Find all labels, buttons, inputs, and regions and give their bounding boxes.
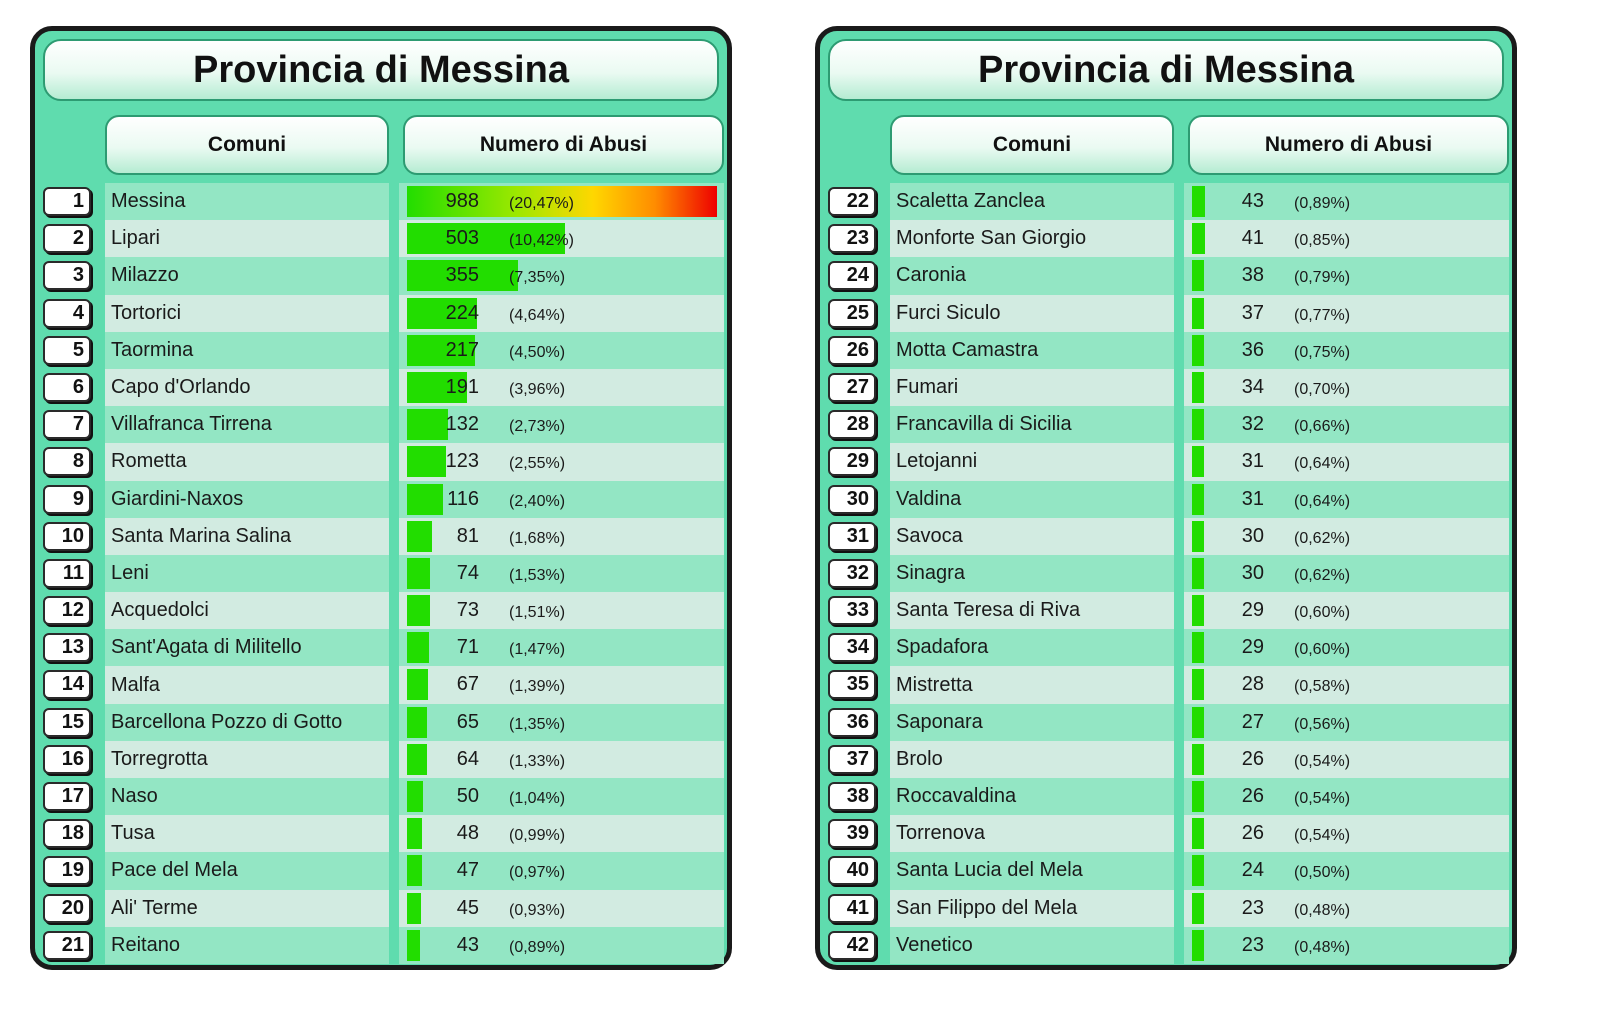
column-header-comuni: Comuni xyxy=(105,115,389,175)
abusi-cell xyxy=(1184,406,1509,443)
table-row xyxy=(35,481,727,518)
rank-badge: 19 xyxy=(43,856,91,885)
comune-name: Torrenova xyxy=(890,815,1174,852)
table-row xyxy=(820,443,1512,480)
comune-name: Caronia xyxy=(890,257,1174,294)
abusi-bar xyxy=(407,744,427,775)
abusi-bar xyxy=(1192,558,1204,589)
table-row xyxy=(35,852,727,889)
abusi-bar xyxy=(1192,409,1204,440)
column-header-abusi: Numero di Abusi xyxy=(403,115,724,175)
abusi-cell xyxy=(399,406,724,443)
abusi-percent-label: (0,64%) xyxy=(1294,492,1351,510)
rank-badge: 25 xyxy=(828,299,876,328)
abusi-value-label: 50 xyxy=(456,785,479,807)
table-row xyxy=(35,518,727,555)
panel-title: Provincia di Messina xyxy=(43,39,719,101)
abusi-percent-label: (0,48%) xyxy=(1294,938,1351,956)
abusi-percent-label: (4,64%) xyxy=(509,306,566,324)
abusi-value-label: 64 xyxy=(456,747,479,770)
table-row xyxy=(35,332,727,369)
abusi-cell xyxy=(399,555,724,592)
table-row xyxy=(35,704,727,741)
abusi-cell xyxy=(399,183,724,220)
table-panel-right xyxy=(815,26,1517,970)
rank-badge: 11 xyxy=(43,559,91,588)
abusi-percent-label: (0,85%) xyxy=(1294,232,1351,250)
rank-badge: 1 xyxy=(43,187,91,216)
abusi-bar xyxy=(407,781,423,812)
abusi-cell xyxy=(399,257,724,294)
table-row xyxy=(820,629,1512,666)
abusi-percent-label: (1,51%) xyxy=(509,604,566,622)
abusi-percent-label: (0,54%) xyxy=(1294,827,1351,845)
rank-badge: 39 xyxy=(828,819,876,848)
comune-name: Torregrotta xyxy=(105,741,389,778)
rank-badge: 17 xyxy=(43,782,91,811)
abusi-bar xyxy=(407,595,430,626)
abusi-bar xyxy=(1192,186,1205,217)
abusi-cell xyxy=(399,592,724,629)
abusi-value-label: 988 xyxy=(445,190,479,212)
rank-badge: 29 xyxy=(828,447,876,476)
table-row xyxy=(35,555,727,592)
abusi-cell xyxy=(1184,927,1509,964)
abusi-value-label: 38 xyxy=(1241,264,1264,287)
rank-badge: 26 xyxy=(828,336,876,365)
abusi-cell xyxy=(399,704,724,741)
column-header-comuni: Comuni xyxy=(890,115,1174,175)
abusi-cell xyxy=(1184,481,1509,518)
rank-badge: 37 xyxy=(828,745,876,774)
abusi-cell xyxy=(399,629,724,666)
table-row xyxy=(35,890,727,927)
abusi-cell xyxy=(1184,741,1509,778)
table-row xyxy=(35,778,727,815)
abusi-percent-label: (0,70%) xyxy=(1294,380,1351,398)
abusi-cell xyxy=(399,890,724,927)
table-row xyxy=(820,852,1512,889)
abusi-value-label: 48 xyxy=(456,822,479,845)
abusi-value-label: 45 xyxy=(456,896,479,919)
abusi-percent-label: (1,04%) xyxy=(509,790,566,807)
abusi-cell xyxy=(399,443,724,480)
abusi-percent-label: (2,40%) xyxy=(509,492,566,510)
abusi-value-label: 32 xyxy=(1241,413,1264,436)
rank-badge: 16 xyxy=(43,745,91,774)
table-panel-left xyxy=(30,26,732,970)
abusi-value-label: 28 xyxy=(1241,673,1264,696)
abusi-percent-label: (0,89%) xyxy=(1294,195,1351,212)
table-row xyxy=(35,220,727,257)
abusi-value-label: 191 xyxy=(445,375,479,398)
abusi-percent-label: (0,60%) xyxy=(1294,604,1351,622)
abusi-value-label: 23 xyxy=(1241,896,1264,919)
abusi-cell xyxy=(1184,778,1509,815)
rank-badge: 18 xyxy=(43,819,91,848)
rank-badge: 13 xyxy=(43,633,91,662)
abusi-percent-label: (0,48%) xyxy=(1294,901,1351,919)
rank-badge: 32 xyxy=(828,559,876,588)
comune-name: Mistretta xyxy=(890,666,1174,703)
abusi-value-label: 355 xyxy=(445,264,479,287)
comune-name: Milazzo xyxy=(105,257,389,294)
rank-badge: 35 xyxy=(828,670,876,699)
comune-name: Ali' Terme xyxy=(105,890,389,927)
abusi-value-label: 26 xyxy=(1241,822,1264,845)
rank-badge: 2 xyxy=(43,224,91,253)
panel-title: Provincia di Messina xyxy=(828,39,1504,101)
comune-name: Savoca xyxy=(890,518,1174,555)
abusi-percent-label: (0,64%) xyxy=(1294,455,1351,473)
table-row xyxy=(820,778,1512,815)
abusi-percent-label: (0,97%) xyxy=(509,864,566,882)
abusi-value-label: 224 xyxy=(445,301,479,324)
abusi-value-label: 30 xyxy=(1241,561,1264,584)
comune-name: Taormina xyxy=(105,332,389,369)
abusi-percent-label: (0,54%) xyxy=(1294,752,1351,770)
table-row xyxy=(820,518,1512,555)
comune-name: Naso xyxy=(105,778,389,815)
comune-name: Acquedolci xyxy=(105,592,389,629)
table-row xyxy=(820,220,1512,257)
abusi-bar xyxy=(1192,669,1204,700)
comune-name: Rometta xyxy=(105,443,389,480)
abusi-value-label: 123 xyxy=(445,450,479,473)
rank-badge: 34 xyxy=(828,633,876,662)
abusi-value-label: 31 xyxy=(1241,487,1264,510)
abusi-bar xyxy=(1192,335,1204,366)
rank-badge: 20 xyxy=(43,894,91,923)
abusi-bar xyxy=(1192,707,1204,738)
rank-badge: 14 xyxy=(43,670,91,699)
abusi-percent-label: (0,79%) xyxy=(1294,269,1351,287)
abusi-value-label: 29 xyxy=(1241,636,1264,659)
comune-name: Saponara xyxy=(890,704,1174,741)
rank-badge: 42 xyxy=(828,931,876,960)
abusi-value-label: 132 xyxy=(445,413,479,436)
abusi-percent-label: (2,73%) xyxy=(509,418,566,436)
abusi-bar xyxy=(407,930,420,961)
abusi-bar xyxy=(1192,260,1204,291)
abusi-value-label: 23 xyxy=(1241,933,1264,956)
abusi-bar xyxy=(1192,930,1204,961)
abusi-cell xyxy=(1184,369,1509,406)
abusi-value-label: 31 xyxy=(1241,450,1264,473)
abusi-cell xyxy=(1184,183,1509,220)
abusi-percent-label: (20,47%) xyxy=(509,195,574,212)
abusi-value-label: 27 xyxy=(1241,710,1264,733)
rank-badge: 4 xyxy=(43,299,91,328)
abusi-value-label: 73 xyxy=(456,599,479,622)
table-row xyxy=(820,555,1512,592)
rank-badge: 6 xyxy=(43,373,91,402)
abusi-value-label: 26 xyxy=(1241,785,1264,807)
table-row xyxy=(820,890,1512,927)
abusi-value-label: 217 xyxy=(445,338,479,361)
abusi-cell xyxy=(1184,592,1509,629)
rank-badge: 31 xyxy=(828,522,876,551)
rank-badge: 27 xyxy=(828,373,876,402)
table-row xyxy=(820,183,1512,220)
abusi-value-label: 65 xyxy=(456,710,479,733)
abusi-percent-label: (4,50%) xyxy=(509,343,566,361)
rank-badge: 9 xyxy=(43,485,91,514)
abusi-percent-label: (2,55%) xyxy=(509,455,566,473)
rank-badge: 23 xyxy=(828,224,876,253)
abusi-cell xyxy=(399,927,724,964)
comune-name: Tusa xyxy=(105,815,389,852)
abusi-value-label: 43 xyxy=(456,933,479,956)
comune-name: Fumari xyxy=(890,369,1174,406)
abusi-cell xyxy=(1184,629,1509,666)
abusi-cell xyxy=(1184,815,1509,852)
abusi-percent-label: (0,58%) xyxy=(1294,678,1351,696)
table-row xyxy=(820,332,1512,369)
abusi-bar xyxy=(1192,372,1204,403)
abusi-cell xyxy=(399,741,724,778)
abusi-bar xyxy=(1192,298,1204,329)
abusi-percent-label: (1,47%) xyxy=(509,641,566,659)
abusi-cell xyxy=(399,852,724,889)
abusi-bar xyxy=(1192,893,1204,924)
abusi-cell xyxy=(399,295,724,332)
abusi-percent-label: (7,35%) xyxy=(509,269,566,287)
abusi-value-label: 37 xyxy=(1241,301,1264,324)
comune-name: Furci Siculo xyxy=(890,295,1174,332)
abusi-bar xyxy=(407,484,443,515)
abusi-value-label: 67 xyxy=(456,673,479,696)
abusi-cell xyxy=(399,332,724,369)
comune-name: Pace del Mela xyxy=(105,852,389,889)
abusi-value-label: 47 xyxy=(456,859,479,882)
comune-name: San Filippo del Mela xyxy=(890,890,1174,927)
abusi-bar xyxy=(1192,781,1204,812)
table-row xyxy=(820,927,1512,964)
comune-name: Reitano xyxy=(105,927,389,964)
comune-name: Malfa xyxy=(105,666,389,703)
comune-name: Motta Camastra xyxy=(890,332,1174,369)
abusi-cell xyxy=(1184,220,1509,257)
comune-name: Tortorici xyxy=(105,295,389,332)
abusi-value-label: 503 xyxy=(445,227,479,250)
comune-name: Lipari xyxy=(105,220,389,257)
abusi-cell xyxy=(1184,890,1509,927)
table-row xyxy=(35,666,727,703)
abusi-value-label: 26 xyxy=(1241,747,1264,770)
abusi-percent-label: (3,96%) xyxy=(509,380,566,398)
abusi-cell xyxy=(1184,518,1509,555)
table-row xyxy=(35,815,727,852)
table-row xyxy=(35,257,727,294)
table-row xyxy=(820,704,1512,741)
rank-badge: 36 xyxy=(828,708,876,737)
rank-badge: 21 xyxy=(43,931,91,960)
rank-badge: 30 xyxy=(828,485,876,514)
comune-name: Scaletta Zanclea xyxy=(890,183,1174,220)
abusi-percent-label: (1,39%) xyxy=(509,678,566,696)
rank-badge: 15 xyxy=(43,708,91,737)
abusi-bar xyxy=(407,669,428,700)
comune-name: Monforte San Giorgio xyxy=(890,220,1174,257)
rank-badge: 41 xyxy=(828,894,876,923)
ranking-rows xyxy=(35,183,727,964)
abusi-value-label: 43 xyxy=(1241,190,1264,212)
abusi-value-label: 34 xyxy=(1241,375,1264,398)
abusi-bar xyxy=(407,855,422,886)
table-row xyxy=(820,592,1512,629)
abusi-value-label: 36 xyxy=(1241,338,1264,361)
abusi-percent-label: (0,66%) xyxy=(1294,418,1351,436)
abusi-bar xyxy=(407,558,430,589)
rank-badge: 40 xyxy=(828,856,876,885)
comune-name: Villafranca Tirrena xyxy=(105,406,389,443)
abusi-percent-label: (0,75%) xyxy=(1294,343,1351,361)
abusi-percent-label: (1,35%) xyxy=(509,715,566,733)
rank-badge: 22 xyxy=(828,187,876,216)
abusi-value-label: 41 xyxy=(1241,227,1264,250)
rank-badge: 3 xyxy=(43,261,91,290)
abusi-percent-label: (0,60%) xyxy=(1294,641,1351,659)
table-row xyxy=(820,666,1512,703)
comune-name: Sinagra xyxy=(890,555,1174,592)
table-row xyxy=(35,183,727,220)
table-row xyxy=(820,295,1512,332)
comune-name: Roccavaldina xyxy=(890,778,1174,815)
abusi-value-label: 81 xyxy=(456,524,479,547)
abusi-cell xyxy=(399,481,724,518)
abusi-percent-label: (1,33%) xyxy=(509,752,566,770)
ranking-rows xyxy=(820,183,1512,964)
comune-name: Letojanni xyxy=(890,443,1174,480)
abusi-bar xyxy=(1192,744,1204,775)
abusi-bar xyxy=(1192,818,1204,849)
abusi-percent-label: (1,68%) xyxy=(509,529,566,547)
abusi-bar xyxy=(1192,521,1204,552)
abusi-cell xyxy=(1184,704,1509,741)
comune-name: Spadafora xyxy=(890,629,1174,666)
abusi-percent-label: (0,62%) xyxy=(1294,529,1351,547)
table-row xyxy=(35,406,727,443)
comune-name: Venetico xyxy=(890,927,1174,964)
rank-badge: 12 xyxy=(43,596,91,625)
abusi-percent-label: (0,89%) xyxy=(509,938,566,956)
abusi-cell xyxy=(1184,332,1509,369)
comune-name: Giardini-Naxos xyxy=(105,481,389,518)
rank-badge: 7 xyxy=(43,410,91,439)
abusi-cell xyxy=(1184,852,1509,889)
comune-name: Santa Lucia del Mela xyxy=(890,852,1174,889)
comune-name: Barcellona Pozzo di Gotto xyxy=(105,704,389,741)
abusi-cell xyxy=(1184,555,1509,592)
abusi-bar xyxy=(407,893,421,924)
abusi-cell xyxy=(399,369,724,406)
rank-badge: 38 xyxy=(828,782,876,811)
abusi-value-label: 116 xyxy=(447,487,479,510)
rank-badge: 33 xyxy=(828,596,876,625)
table-row xyxy=(35,369,727,406)
table-row xyxy=(820,369,1512,406)
abusi-bar xyxy=(1192,595,1204,626)
abusi-bar xyxy=(1192,223,1205,254)
abusi-cell xyxy=(1184,666,1509,703)
abusi-bar xyxy=(1192,855,1204,886)
abusi-cell xyxy=(399,518,724,555)
table-row xyxy=(35,443,727,480)
abusi-bar xyxy=(407,446,446,477)
abusi-percent-label: (0,54%) xyxy=(1294,790,1351,807)
comune-name: Valdina xyxy=(890,481,1174,518)
column-header-abusi: Numero di Abusi xyxy=(1188,115,1509,175)
comune-name: Francavilla di Sicilia xyxy=(890,406,1174,443)
abusi-value-label: 29 xyxy=(1241,599,1264,622)
abusi-percent-label: (0,62%) xyxy=(1294,566,1351,584)
table-row xyxy=(35,295,727,332)
table-row xyxy=(820,815,1512,852)
abusi-percent-label: (0,56%) xyxy=(1294,715,1351,733)
comune-name: Brolo xyxy=(890,741,1174,778)
abusi-value-label: 24 xyxy=(1241,859,1264,882)
abusi-cell xyxy=(1184,295,1509,332)
rank-badge: 5 xyxy=(43,336,91,365)
comune-name: Santa Teresa di Riva xyxy=(890,592,1174,629)
abusi-percent-label: (1,53%) xyxy=(509,566,566,584)
abusi-value-label: 74 xyxy=(456,561,479,584)
rank-badge: 28 xyxy=(828,410,876,439)
table-row xyxy=(35,927,727,964)
comune-name: Santa Marina Salina xyxy=(105,518,389,555)
table-row xyxy=(820,406,1512,443)
comune-name: Capo d'Orlando xyxy=(105,369,389,406)
table-row xyxy=(820,741,1512,778)
abusi-percent-label: (0,99%) xyxy=(509,827,566,845)
abusi-percent-label: (0,93%) xyxy=(509,901,566,919)
abusi-percent-label: (10,42%) xyxy=(509,232,574,250)
abusi-bar xyxy=(407,521,432,552)
rank-badge: 10 xyxy=(43,522,91,551)
abusi-bar xyxy=(1192,632,1204,663)
abusi-value-label: 30 xyxy=(1241,524,1264,547)
abusi-cell xyxy=(1184,443,1509,480)
abusi-value-label: 71 xyxy=(456,636,479,659)
abusi-bar xyxy=(407,818,422,849)
comune-name: Leni xyxy=(105,555,389,592)
table-row xyxy=(820,481,1512,518)
abusi-bar xyxy=(407,632,429,663)
table-row xyxy=(820,257,1512,294)
abusi-percent-label: (0,77%) xyxy=(1294,306,1351,324)
table-row xyxy=(35,592,727,629)
abusi-bar xyxy=(407,707,427,738)
rank-badge: 24 xyxy=(828,261,876,290)
abusi-cell xyxy=(399,778,724,815)
abusi-cell xyxy=(399,815,724,852)
comune-name: Messina xyxy=(105,183,389,220)
abusi-percent-label: (0,50%) xyxy=(1294,864,1351,882)
abusi-cell xyxy=(1184,257,1509,294)
comune-name: Sant'Agata di Militello xyxy=(105,629,389,666)
table-row xyxy=(35,629,727,666)
abusi-bar xyxy=(407,409,448,440)
abusi-cell xyxy=(399,220,724,257)
table-row xyxy=(35,741,727,778)
abusi-bar xyxy=(1192,484,1204,515)
abusi-cell xyxy=(399,666,724,703)
abusi-bar xyxy=(1192,446,1204,477)
rank-badge: 8 xyxy=(43,447,91,476)
